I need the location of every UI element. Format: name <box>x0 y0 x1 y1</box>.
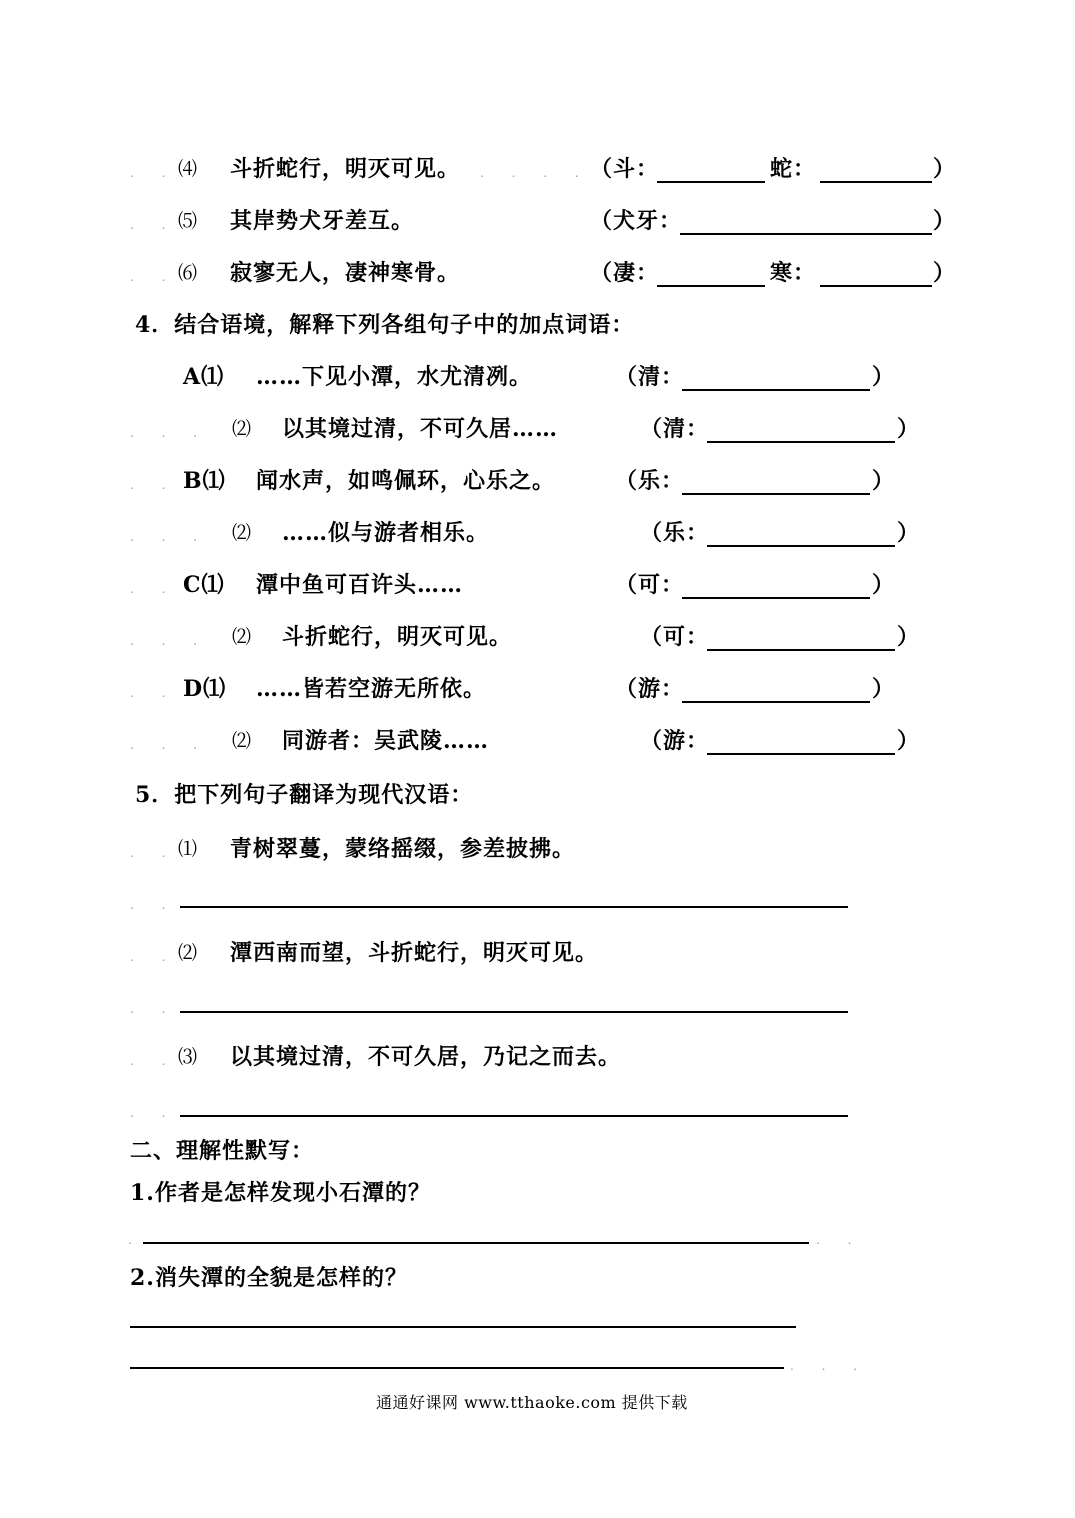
answer-blank[interactable] <box>707 649 895 651</box>
dot-leader: . . . . . <box>480 166 623 180</box>
close-paren: ） <box>897 728 921 754</box>
dot-leader: . . <box>130 582 178 596</box>
section-2-question-1: 1.作者是怎样发现小石潭的？ <box>130 1180 431 1206</box>
group-label: D⑴ <box>183 676 227 702</box>
blank-label: （犬牙： <box>590 208 683 234</box>
translate-sentence: 以其境过清，不可久居，乃记之而去。 <box>230 1044 622 1070</box>
q4-sentence: ……下见小潭，水尤清冽。 <box>256 364 533 390</box>
close-paren: ） <box>897 624 921 650</box>
answer-blank[interactable] <box>682 597 870 599</box>
question-4-title: 4．结合语境，解释下列各组句子中的加点词语： <box>135 312 635 338</box>
answer-blank[interactable] <box>682 493 870 495</box>
dot-leader: . . <box>130 1054 178 1068</box>
q4-sentence: 闻水声，如鸣佩环，心乐之。 <box>256 468 556 494</box>
footer-source: 通通好课网 www.tthaoke.com 提供下载 <box>376 1393 688 1412</box>
item-number: ⑶ <box>178 1046 199 1068</box>
answer-line[interactable] <box>130 1326 796 1328</box>
blank-label: （乐： <box>615 468 685 494</box>
blank-label: （游： <box>640 728 710 754</box>
dot-leader: . . <box>130 218 178 232</box>
close-paren: ） <box>933 208 957 234</box>
close-paren: ） <box>933 156 957 182</box>
item-number: ⑸ <box>178 210 199 232</box>
blank-label: 蛇： <box>770 156 817 182</box>
blank-label: （斗： <box>590 156 660 182</box>
blank-label: （可： <box>640 624 710 650</box>
section-2-title: 二、理解性默写： <box>130 1138 315 1164</box>
answer-blank[interactable] <box>707 753 895 755</box>
q4-sentence: 潭中鱼可百许头…… <box>256 572 464 598</box>
q4-sentence: 斗折蛇行，明灭可见。 <box>282 624 513 650</box>
q4-sentence: ……似与游者相乐。 <box>282 520 490 546</box>
answer-blank[interactable] <box>682 389 870 391</box>
blank-label: （可： <box>615 572 685 598</box>
dot-leader: . . <box>130 166 178 180</box>
close-paren: ） <box>872 676 896 702</box>
answer-line[interactable] <box>180 906 848 908</box>
blank-label: （游： <box>615 676 685 702</box>
answer-blank[interactable] <box>657 181 765 183</box>
group-label: ⑵ <box>232 522 253 544</box>
answer-blank[interactable] <box>657 285 765 287</box>
translate-sentence: 潭西南而望，斗折蛇行，明灭可见。 <box>230 940 599 966</box>
blank-label: （清： <box>640 416 710 442</box>
translate-sentence: 青树翠蔓，蒙络摇缀，参差披拂。 <box>230 836 576 862</box>
section-2-question-2: 2.消失潭的全貌是怎样的？ <box>130 1265 408 1291</box>
item-sentence: 寂寥无人，凄神寒骨。 <box>230 260 461 286</box>
blank-label: 寒： <box>770 260 817 286</box>
blank-label: （清： <box>615 364 685 390</box>
blank-label: （凄： <box>590 260 660 286</box>
item-number: ⑹ <box>178 262 199 284</box>
group-label: B⑴ <box>183 468 226 494</box>
close-paren: ） <box>872 572 896 598</box>
group-label: A⑴ <box>183 364 225 390</box>
dot-leader: . . <box>816 1233 864 1247</box>
answer-blank[interactable] <box>820 285 932 287</box>
blank-label: （乐： <box>640 520 710 546</box>
dot-leader: . . . <box>130 738 210 752</box>
dot-leader: . . <box>130 950 178 964</box>
close-paren: ） <box>872 468 896 494</box>
answer-line[interactable] <box>180 1115 848 1117</box>
q4-sentence: ……皆若空游无所依。 <box>256 676 487 702</box>
dot-leader: . . . <box>130 426 210 440</box>
answer-line[interactable] <box>143 1242 809 1244</box>
dot-leader: . . . <box>130 530 210 544</box>
close-paren: ） <box>872 364 896 390</box>
group-label: ⑵ <box>232 626 253 648</box>
question-5-title: 5．把下列句子翻译为现代汉语： <box>135 782 474 808</box>
item-sentence: 斗折蛇行，明灭可见。 <box>230 156 461 182</box>
dot-leader: . . . <box>130 634 210 648</box>
item-sentence: 其岸势犬牙差互。 <box>230 208 415 234</box>
close-paren: ） <box>933 260 957 286</box>
group-label: ⑵ <box>232 730 253 752</box>
dot-leader: . . <box>130 846 178 860</box>
answer-blank[interactable] <box>680 233 932 235</box>
item-number: ⑵ <box>178 942 199 964</box>
dot-leader: . . <box>130 270 178 284</box>
dot-leader: . . <box>130 1002 178 1016</box>
answer-blank[interactable] <box>707 441 895 443</box>
answer-line[interactable] <box>180 1011 848 1013</box>
answer-blank[interactable] <box>682 701 870 703</box>
q4-sentence: 以其境过清，不可久居…… <box>282 416 559 442</box>
answer-blank[interactable] <box>820 181 932 183</box>
dot-leader: . . <box>130 478 178 492</box>
close-paren: ） <box>897 416 921 442</box>
dot-leader: . <box>128 1233 144 1247</box>
q4-sentence: 同游者：吴武陵…… <box>282 728 490 754</box>
group-label: ⑵ <box>232 418 253 440</box>
close-paren: ） <box>897 520 921 546</box>
item-number: ⑷ <box>178 158 199 180</box>
group-label: C⑴ <box>183 572 225 598</box>
dot-leader: . . <box>130 1106 178 1120</box>
dot-leader: . . . <box>790 1359 870 1373</box>
answer-line[interactable] <box>130 1367 784 1369</box>
answer-blank[interactable] <box>707 545 895 547</box>
dot-leader: . . <box>130 898 178 912</box>
dot-leader: . . <box>130 686 178 700</box>
item-number: ⑴ <box>178 838 199 860</box>
